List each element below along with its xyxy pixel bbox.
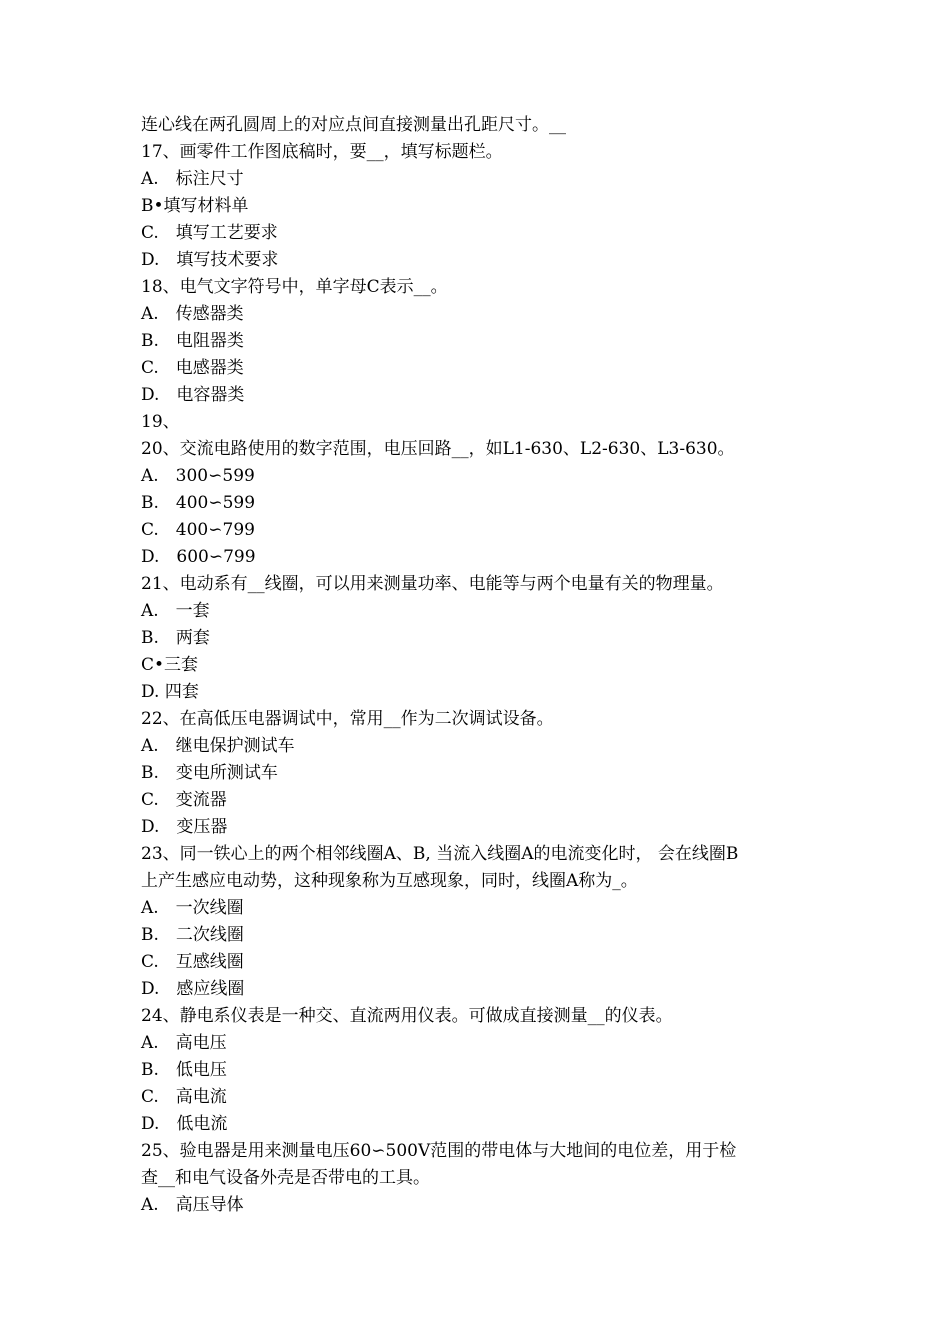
question-19: 19、 bbox=[141, 412, 180, 432]
question-22: 22、在高低压电器调试中，常用__作为二次调试设备。 bbox=[141, 709, 554, 729]
question-18: 18、电气文字符号中，单字母C表示__。 bbox=[141, 277, 448, 297]
option-d: D. 变压器 bbox=[141, 817, 228, 837]
text-line: 连心线在两孔圆周上的对应点间直接测量出孔距尺寸。__ bbox=[141, 115, 566, 135]
option-d: D. 低电流 bbox=[141, 1114, 228, 1134]
question-20: 20、交流电路使用的数字范围，电压回路__，如L1-630、L2-630、L3-630。 bbox=[141, 439, 735, 459]
question-25: 25、验电器是用来测量电压60∽500V范围的带电体与大地间的电位差，用于检 bbox=[141, 1141, 737, 1161]
option-a: A. 继电保护测试车 bbox=[141, 736, 295, 756]
document-body bbox=[141, 112, 821, 1219]
option-c: C. 电感器类 bbox=[141, 358, 244, 378]
question-24: 24、静电系仪表是一种交、直流两用仪表。可做成直接测量__的仪表。 bbox=[141, 1006, 673, 1026]
option-d: D. 感应线圈 bbox=[141, 979, 245, 999]
question-23: 23、同一铁心上的两个相邻线圈A、B, 当流入线圈A的电流变化时， 会在线圈B bbox=[141, 844, 739, 864]
question-21: 21、电动系有__线圈，可以用来测量功率、电能等与两个电量有关的物理量。 bbox=[141, 574, 724, 594]
option-c: C. 高电流 bbox=[141, 1087, 227, 1107]
option-a: A. 高电压 bbox=[141, 1033, 227, 1053]
option-b: B. 电阻器类 bbox=[141, 331, 244, 351]
option-a: A. 标注尺寸 bbox=[141, 169, 244, 189]
option-a: A. 高压导体 bbox=[141, 1195, 244, 1215]
option-a: A. 300∽599 bbox=[141, 466, 255, 486]
option-b: B. 变电所测试车 bbox=[141, 763, 278, 783]
question-23-continued: 上产生感应电动势，这种现象称为互感现象，同时，线圈A称为_。 bbox=[141, 871, 638, 891]
option-b: B. 两套 bbox=[141, 628, 210, 648]
option-c: C. 400∽799 bbox=[141, 520, 255, 540]
option-c: C•三套 bbox=[141, 655, 199, 675]
question-17: 17、画零件工作图底稿时，要__，填写标题栏。 bbox=[141, 142, 503, 162]
option-a: A. 传感器类 bbox=[141, 304, 244, 324]
option-a: A. 一套 bbox=[141, 601, 210, 621]
option-d: D. 填写技术要求 bbox=[141, 250, 279, 270]
option-c: C. 互感线圈 bbox=[141, 952, 244, 972]
option-b: B. 二次线圈 bbox=[141, 925, 244, 945]
option-c: C. 变流器 bbox=[141, 790, 227, 810]
question-25-continued: 查__和电气设备外壳是否带电的工具。 bbox=[141, 1168, 430, 1188]
option-a: A. 一次线圈 bbox=[141, 898, 244, 918]
option-d: D. 四套 bbox=[141, 682, 199, 702]
option-b: B. 低电压 bbox=[141, 1060, 227, 1080]
option-b: B•填写材料单 bbox=[141, 196, 249, 216]
option-d: D. 电容器类 bbox=[141, 385, 245, 405]
option-b: B. 400∽599 bbox=[141, 493, 256, 513]
option-d: D. 600∽799 bbox=[141, 547, 256, 567]
option-c: C. 填写工艺要求 bbox=[141, 223, 278, 243]
